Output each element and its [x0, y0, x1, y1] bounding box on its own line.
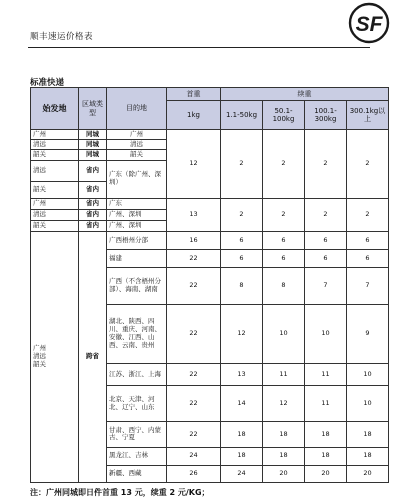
zone-cell: 同城 [79, 150, 107, 160]
rate-cell: 18 [263, 422, 305, 447]
zone-cell: 跨省 [79, 232, 107, 483]
destination-cell: 广州、深圳 [107, 209, 167, 220]
rate-cell: 11 [263, 363, 305, 385]
first-weight-cell: 22 [167, 422, 221, 447]
rate-cell: 6 [305, 232, 347, 250]
zone-cell: 省内 [79, 181, 107, 198]
destination-cell: 新疆、西藏 [107, 465, 167, 482]
table-row [31, 232, 389, 250]
footnote: 注：广州同城即日件首重 13 元，续重 2 元/KG； [30, 488, 210, 497]
destination-cell: 湖北、陕西、四川、重庆、河南、安徽、江西、山西、云南、贵州 [107, 304, 167, 363]
rate-cell: 6 [347, 250, 389, 268]
rate-cell: 2 [221, 198, 263, 231]
first-weight-cell: 22 [167, 363, 221, 385]
destination-cell: 北京、天津、河北、辽宁、山东 [107, 386, 167, 422]
destination-cell: 福建 [107, 250, 167, 268]
zone-cell: 省内 [79, 209, 107, 220]
rate-cell: 18 [347, 422, 389, 447]
zone-cell: 同城 [79, 130, 107, 140]
rate-cell: 6 [221, 250, 263, 268]
first-weight-cell: 13 [167, 198, 221, 231]
destination-cell: 韶关 [107, 150, 167, 160]
rate-cell: 18 [221, 447, 263, 465]
rate-cell: 18 [347, 447, 389, 465]
rate-cell: 8 [263, 268, 305, 304]
zone-cell: 省内 [79, 160, 107, 181]
rate-cell: 10 [305, 304, 347, 363]
header-band-4: 300.1kg以上 [347, 101, 389, 130]
rate-cell: 10 [347, 363, 389, 385]
rate-cell: 18 [263, 447, 305, 465]
rate-cell: 20 [305, 465, 347, 482]
header-band-2: 50.1-100kg [263, 101, 305, 130]
sf-logo-icon [348, 2, 390, 44]
sf-logo-text: SF [355, 13, 383, 36]
header-additional-weight: 续重 [221, 88, 389, 101]
first-weight-cell: 22 [167, 304, 221, 363]
origin-cell: 韶关 [31, 181, 79, 198]
rate-cell: 18 [221, 422, 263, 447]
rate-cell: 6 [305, 250, 347, 268]
origin-cell: 广州 [31, 130, 79, 140]
destination-cell: 甘肃、西宁、内蒙古、宁夏 [107, 422, 167, 447]
header-origin: 始发地 [31, 88, 79, 130]
rate-cell: 11 [305, 363, 347, 385]
header-destination: 目的地 [107, 88, 167, 130]
destination-cell: 广州 [107, 130, 167, 140]
rate-cell: 6 [347, 232, 389, 250]
origin-cell: 广州 [31, 198, 79, 209]
first-weight-cell: 12 [167, 130, 221, 198]
destination-cell: 广州、深圳 [107, 220, 167, 231]
document-title: 顺丰速运价格表 [30, 32, 94, 42]
rate-cell: 2 [263, 198, 305, 231]
rate-cell: 2 [221, 130, 263, 198]
price-table [30, 87, 389, 483]
first-weight-cell: 22 [167, 386, 221, 422]
header-first-unit: 1kg [167, 101, 221, 130]
rate-cell: 6 [221, 232, 263, 250]
origin-cell: 韶关 [31, 150, 79, 160]
destination-cell: 广东 [107, 198, 167, 209]
first-weight-cell: 24 [167, 447, 221, 465]
rate-cell: 14 [221, 386, 263, 422]
origin-cell: 清远 [31, 140, 79, 150]
rate-cell: 18 [305, 447, 347, 465]
rate-cell: 12 [221, 304, 263, 363]
rate-cell: 11 [305, 386, 347, 422]
origin-cell: 韶关 [31, 220, 79, 231]
header-band-1: 1.1-50kg [221, 101, 263, 130]
table-row [31, 130, 389, 140]
header-divider [28, 47, 370, 48]
rate-cell: 24 [221, 465, 263, 482]
origin-cell: 广州 清远 韶关 [31, 232, 79, 483]
destination-cell: 江苏、浙江、上海 [107, 363, 167, 385]
rate-cell: 13 [221, 363, 263, 385]
header-band-3: 100.1-300kg [305, 101, 347, 130]
zone-cell: 省内 [79, 198, 107, 209]
destination-cell: 广西梧州分部 [107, 232, 167, 250]
section-title: 标准快递 [30, 78, 65, 88]
rate-cell: 9 [347, 304, 389, 363]
rate-cell: 8 [221, 268, 263, 304]
table-row [31, 198, 389, 209]
rate-cell: 20 [263, 465, 305, 482]
rate-cell: 6 [263, 250, 305, 268]
zone-cell: 省内 [79, 220, 107, 231]
origin-cell: 清远 [31, 160, 79, 181]
rate-cell: 7 [305, 268, 347, 304]
header-zone: 区域类型 [79, 88, 107, 130]
rate-cell: 2 [305, 130, 347, 198]
rate-cell: 2 [263, 130, 305, 198]
header-first-weight: 首重 [167, 88, 221, 101]
rate-cell: 12 [263, 386, 305, 422]
destination-cell: 广东（除广州、深圳） [107, 160, 167, 198]
rate-cell: 10 [263, 304, 305, 363]
first-weight-cell: 26 [167, 465, 221, 482]
zone-cell: 同城 [79, 140, 107, 150]
rate-cell: 20 [347, 465, 389, 482]
first-weight-cell: 22 [167, 250, 221, 268]
rate-cell: 6 [263, 232, 305, 250]
rate-cell: 10 [347, 386, 389, 422]
first-weight-cell: 16 [167, 232, 221, 250]
destination-cell: 黑龙江、吉林 [107, 447, 167, 465]
first-weight-cell: 22 [167, 268, 221, 304]
rate-cell: 2 [347, 130, 389, 198]
destination-cell: 广西（不含梧州分部）、海南、湖南 [107, 268, 167, 304]
rate-cell: 18 [305, 422, 347, 447]
rate-cell: 2 [305, 198, 347, 231]
rate-cell: 7 [347, 268, 389, 304]
origin-cell: 清远 [31, 209, 79, 220]
rate-cell: 2 [347, 198, 389, 231]
destination-cell: 清远 [107, 140, 167, 150]
